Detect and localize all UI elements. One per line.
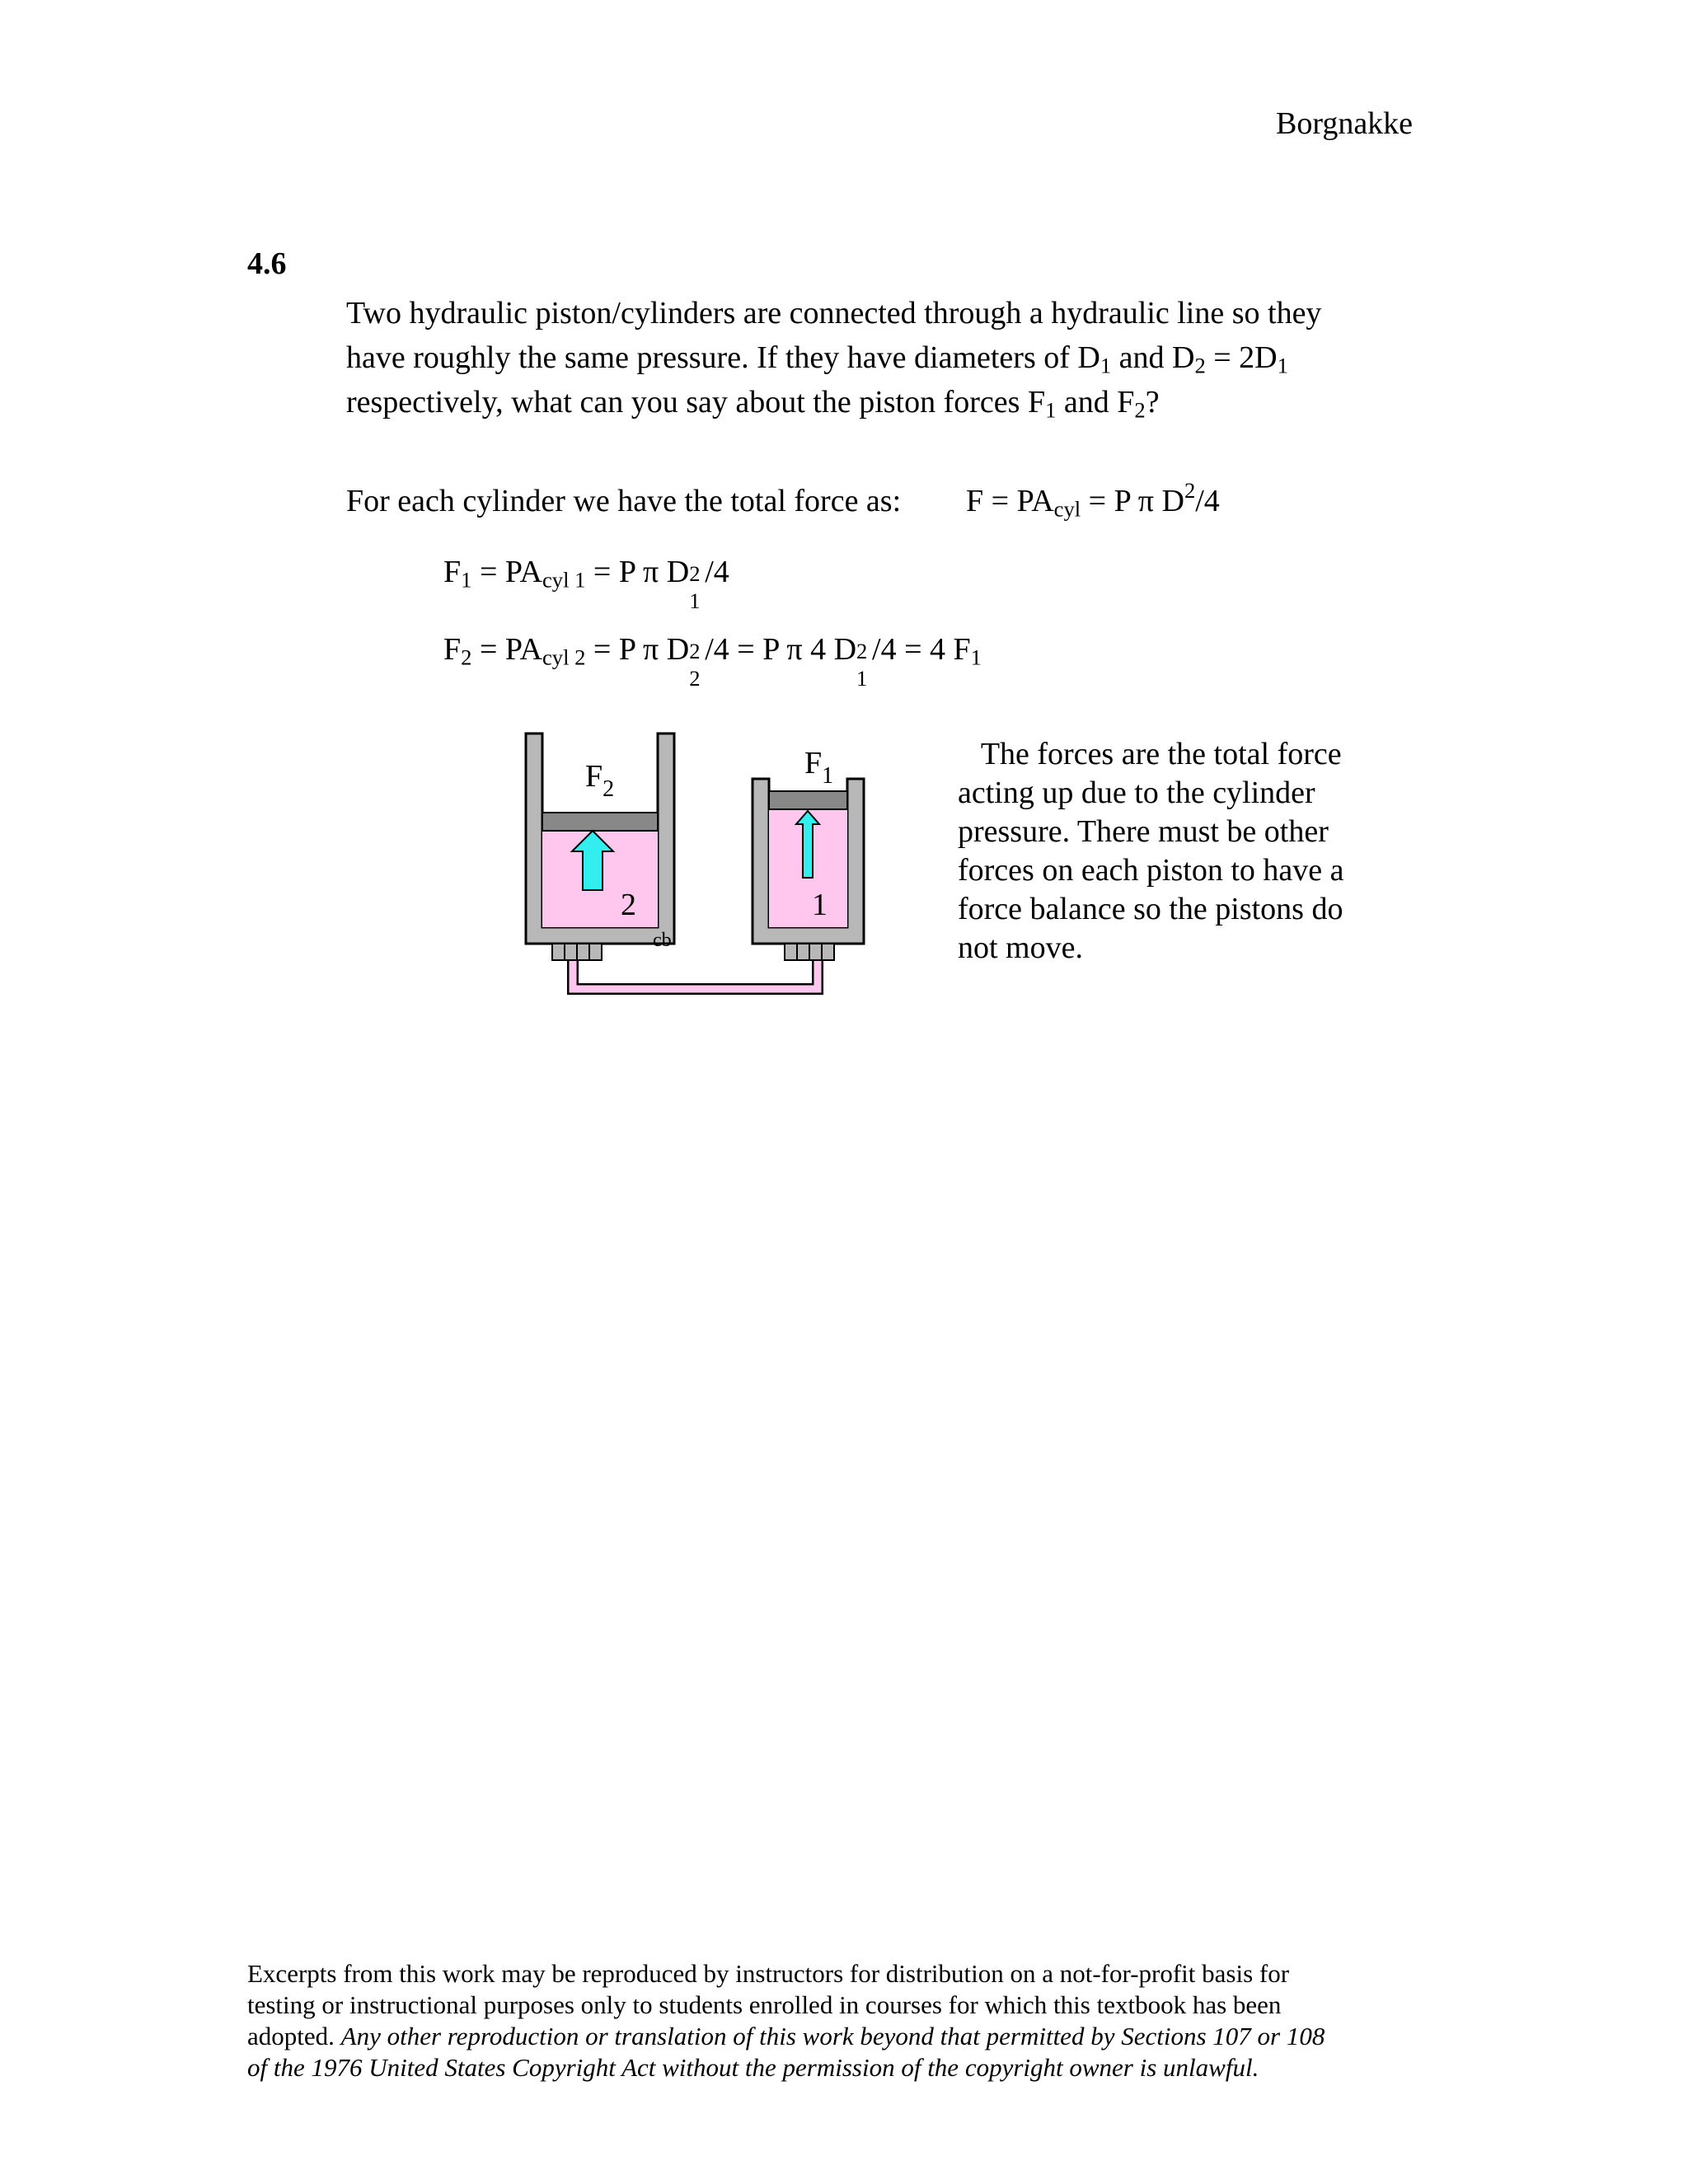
force-formula: $F = PA_{cyl} = P$ π $D^2/4$ — [966, 478, 1220, 522]
header-author: Borgnakke — [1276, 106, 1414, 141]
explanation-line: force balance so the pistons do — [958, 892, 1343, 926]
equation-f2: $F_2 = PA_{cyl 2} = P$ π D 2 2 /4 = P π 4 D 2 1 /4 = 4 $F_1$ — [443, 632, 982, 691]
label-f2: $F_2$ — [585, 759, 615, 802]
problem-line-2: have roughly the same pressure. If they have diameters of $D_1$ and $D_2 = 2D_1$ — [346, 340, 1288, 378]
hydraulic-cylinders-diagram — [519, 725, 865, 1005]
piston-2 — [542, 813, 658, 831]
explanation-text — [958, 735, 1403, 968]
problem-line-1: Two hydraulic piston/cylinders are connected through a hydraulic line so they — [346, 296, 1322, 330]
explanation-line: acting up due to the cylinder — [958, 776, 1315, 810]
explanation-line: forces on each piston to have a — [958, 853, 1344, 888]
cylinder-1 — [753, 779, 864, 960]
hydraulic-line — [573, 952, 818, 989]
solution-intro: For each cylinder we have the total force as: — [346, 484, 902, 518]
label-f1: $F_1$ — [804, 746, 834, 789]
piston-1 — [769, 791, 847, 809]
footer-line-1: Excerpts from this work may be reproduced by instructors for distribution on a not-for-profit basis for — [247, 1959, 1290, 1988]
label-cylinder-1: 1 — [812, 888, 828, 922]
footer-line-3: adopted. Any other reproduction or translation of this work beyond that permitted by Sections 107 or 108 — [247, 2022, 1325, 2050]
problem-number: 4.6 — [247, 246, 287, 281]
copyright-footer — [247, 1958, 1451, 2083]
footer-line-4: of the 1976 United States Copyright Act without the permission of the copyright owner is unlawful. — [247, 2053, 1259, 2082]
equation-f1: $F_1 = PA_{cyl 1} = P$ π D 2 1 /4 — [443, 555, 729, 613]
explanation-line: pressure. There must be other — [958, 814, 1329, 849]
explanation-line: The forces are the total force — [958, 737, 1342, 771]
explanation-line: not move. — [958, 930, 1083, 965]
label-cylinder-2: 2 — [621, 888, 636, 922]
problem-statement — [346, 291, 1434, 424]
footer-line-2: testing or instructional purposes only to students enrolled in courses for which this textbook has been — [247, 1990, 1282, 2019]
label-cb: cb — [653, 930, 672, 951]
problem-line-3: respectively, what can you say about the piston forces $F_1$ and $F_2$? — [346, 385, 1160, 423]
